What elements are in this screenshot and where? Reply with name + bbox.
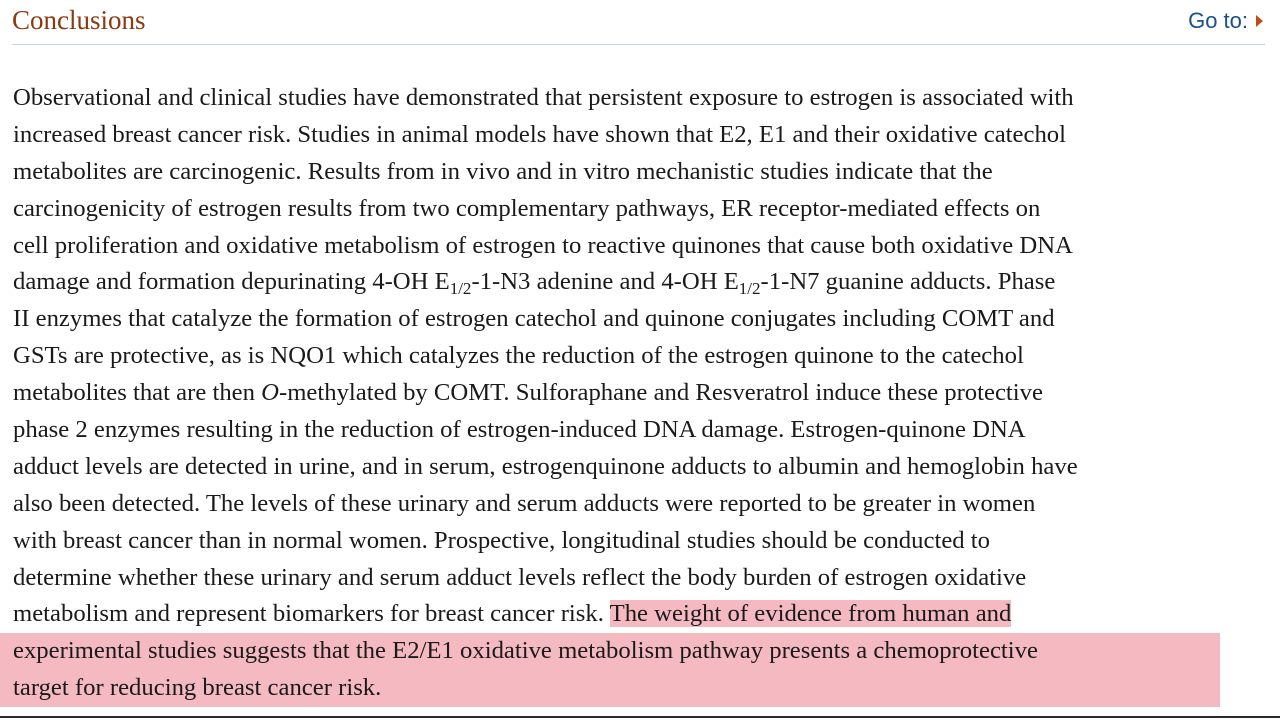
- subscript: 1/2: [449, 279, 472, 299]
- highlighted-text: experimental studies suggests that the E2/E1 oxidative metabolism pathway presents a chemoprotective: [0, 633, 1220, 670]
- text-segment: -1-N3 adenine and 4-OH E: [471, 268, 739, 296]
- paragraph-line: phase 2 enzymes resulting in the reduction of estrogen-induced DNA damage. Estrogen-quinone DNA: [13, 416, 1026, 444]
- italic-text: O: [261, 379, 279, 407]
- paragraph-line: cell proliferation and oxidative metabolism of estrogen to reactive quinones that cause both oxidative DNA: [13, 231, 1073, 259]
- highlighted-text: The weight of evidence from human and: [609, 600, 1012, 628]
- bottom-divider: [0, 716, 1280, 718]
- section-header: [12, 0, 1265, 45]
- subscript: 1/2: [738, 279, 761, 299]
- triangle-right-icon[interactable]: [1256, 15, 1263, 27]
- paragraph-line: carcinogenicity of estrogen results from two complementary pathways, ER receptor-mediated effects on: [13, 194, 1041, 222]
- text-segment: -methylated by COMT. Sulforaphane and Resveratrol induce these protective: [279, 379, 1043, 407]
- goto-label[interactable]: Go to:: [1188, 8, 1248, 33]
- paragraph-line: Observational and clinical studies have demonstrated that persistent exposure to estrogen is associated with: [13, 84, 1074, 111]
- paragraph-line: II enzymes that catalyze the formation of estrogen catechol and quinone conjugates including COMT and: [13, 305, 1055, 333]
- paragraph-line: metabolites are carcinogenic. Results from in vivo and in vitro mechanistic studies indicate that the: [13, 157, 993, 185]
- paragraph-line: [13, 375, 1271, 412]
- highlighted-text: target for reducing breast cancer risk.: [0, 670, 1220, 707]
- text-segment: -1-N7 guanine adducts. Phase: [760, 268, 1056, 296]
- paragraph-line: increased breast cancer risk. Studies in animal models have shown that E2, E1 and their oxidative catechol: [13, 120, 1066, 148]
- goto-menu[interactable]: [1188, 6, 1263, 36]
- paragraph-line: [13, 596, 1271, 633]
- paragraph-line: with breast cancer than in normal women. Prospective, longitudinal studies should be conducted to: [13, 526, 990, 554]
- section-title: Conclusions: [12, 5, 146, 35]
- paragraph-line: [13, 633, 1271, 670]
- paragraph-line: [13, 670, 1271, 707]
- text-segment: damage and formation depurinating 4-OH E: [13, 268, 450, 296]
- paragraph-line: determine whether these urinary and serum adduct levels reflect the body burden of estrogen oxidative: [13, 563, 1027, 591]
- conclusions-paragraph: [13, 80, 1271, 707]
- paragraph-line: GSTs are protective, as is NQO1 which catalyzes the reduction of the estrogen quinone to the catechol: [13, 342, 1024, 370]
- paragraph-line: adduct levels are detected in urine, and in serum, estrogenquinone adducts to albumin and hemoglobin have: [13, 452, 1078, 480]
- text-segment: metabolites that are then: [13, 379, 262, 407]
- paragraph-line: also been detected. The levels of these urinary and serum adducts were reported to be greater in women: [13, 489, 1036, 517]
- paragraph-line: [13, 264, 1271, 301]
- text-segment: metabolism and represent biomarkers for breast cancer risk.: [13, 600, 610, 628]
